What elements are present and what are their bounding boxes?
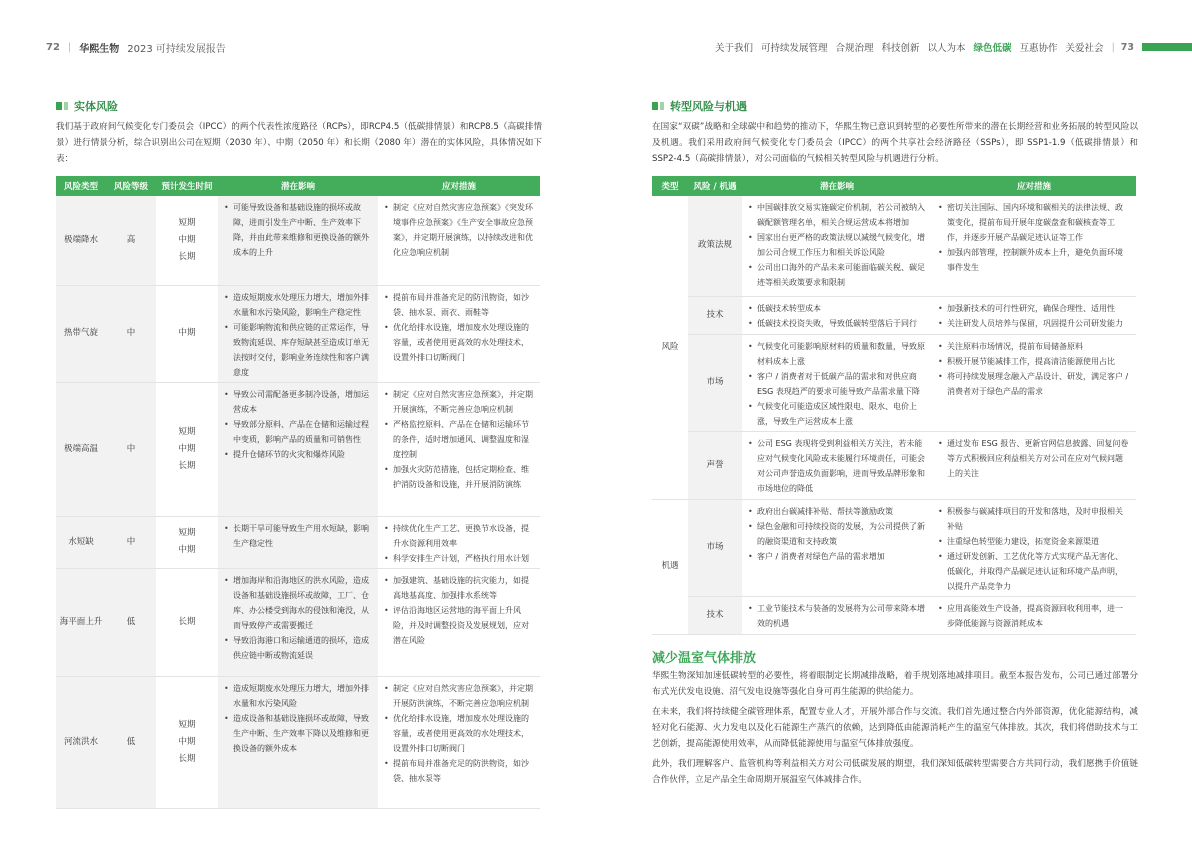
measure-cell bbox=[932, 334, 1136, 431]
table-row bbox=[56, 382, 540, 516]
nav-society[interactable]: 关爱社会 bbox=[1065, 43, 1104, 54]
list-item: • 积极参与碳减排项目的开发和落地，及时申报相关补贴 bbox=[938, 504, 1130, 534]
list-item: • 国家出台更严格的政策法规以减缓气候变化，增加公司合规工作压力和相关诉讼风险 bbox=[748, 230, 926, 260]
risk-time-cell: 短期 中期 bbox=[156, 516, 218, 568]
col-header-risk-level: 风险等级 bbox=[106, 176, 156, 196]
sub-type-cell: 政策法规 bbox=[688, 196, 742, 296]
table-row bbox=[652, 596, 1136, 634]
list-item: • 制定《应对自然灾害应急预案》，并定期开展防洪演练，不断完善应急响应机制 bbox=[384, 681, 534, 711]
table-row bbox=[56, 196, 540, 285]
risk-type-cell: 极端降水 bbox=[56, 196, 106, 285]
list-item: • 评估沿海地区运营地的海平面上升风险，并及时调整投资及发展规划，应对潜在风险 bbox=[384, 603, 534, 648]
section-marker-icon bbox=[652, 102, 664, 110]
risk-level-cell: 低 bbox=[106, 568, 156, 676]
table-row bbox=[652, 334, 1136, 431]
list-item: • 提升仓储环节的火灾和爆炸风险 bbox=[224, 447, 372, 462]
impact-cell bbox=[218, 285, 378, 382]
risk-type-cell: 水短缺 bbox=[56, 516, 106, 568]
list-item: • 低碳技术转型成本 bbox=[748, 301, 926, 316]
list-item: • 气候变化可能造成区域性限电、限水、电价上涨，导致生产运营成本上涨 bbox=[748, 399, 926, 429]
physical-risk-heading: 实体风险 bbox=[56, 98, 118, 114]
nav-green-low-carbon[interactable]: 绿色低碳 bbox=[973, 43, 1012, 54]
physical-risk-intro: 我们基于政府间气候变化专门委员会（IPCC）的两个代表性浓度路径（RCPs），即RCP4.5（低碳排情景）和RCP8.5（高碳排情景）进行情景分析，综合识别出公司在短期（2030 年）、中期（2050 年）和长期（2080 年）潜在的实体风险，具体情况如下表： bbox=[56, 122, 542, 164]
list-item: • 气候变化可能影响原材料的质量和数量，导致原材料成本上涨 bbox=[748, 339, 926, 369]
list-item: • 造成短期废水处理压力增大，增加外排水量和水污染风险，影响生产稳定性 bbox=[224, 290, 372, 320]
list-item: • 密切关注国际、国内环境和碳相关的法律法规、政策变化，提前布局开展年度碳盘查和碳核查等工作，并逐步开展产品碳足迹认证等工作 bbox=[938, 200, 1130, 245]
transition-risk-intro: 在国家“双碳”战略和全球碳中和趋势的推动下，华熙生物已意识到转型的必要性所带来的潜在长期经营和业务拓展的转型风险以及机遇。我们采用政府间气候变化专门委员会（IPCC）的两个共享社会经济路径（SSPs），即 SSP1-1.9（低碳排情景）和 SSP2-4.5（高碳排情景），对公司面临的气候相关转型风险与机遇进行分析。 bbox=[652, 122, 1138, 164]
sub-type-cell: 技术 bbox=[688, 296, 742, 334]
col-header-response-measures: 应对措施 bbox=[378, 176, 540, 196]
left-page-number: 72 bbox=[46, 42, 60, 53]
table-row bbox=[56, 568, 540, 676]
brand-name: 华熙生物 bbox=[79, 44, 120, 55]
list-item: • 中国碳排放交易实施碳定价机制，若公司被纳入碳配额管理名单，相关合规运营成本将增加 bbox=[748, 200, 926, 230]
col-header-risk-type: 风险类型 bbox=[56, 176, 106, 196]
risk-time-cell: 短期 中期 长期 bbox=[156, 676, 218, 808]
left-page-header bbox=[46, 40, 226, 55]
section-marker-icon bbox=[56, 102, 68, 110]
list-item: • 导致沿海港口和运输通道的损坏，造成供应链中断或物流延误 bbox=[224, 633, 372, 663]
list-item: • 制定《应对自然灾害应急预案》，并定期开展演练，不断完善应急响应机制 bbox=[384, 387, 534, 417]
report-title: 2023 可持续发展报告 bbox=[127, 44, 226, 55]
col-header-potential-impact: 潜在影响 bbox=[742, 176, 932, 196]
table-row bbox=[652, 431, 1136, 499]
list-item: • 通过研发创新、工艺优化等方式实现产品无害化、低碳化，并取得产品碳足迹认证和环境产品声明，以提升产品竞争力 bbox=[938, 549, 1130, 594]
col-header-expected-time: 预计发生时间 bbox=[156, 176, 218, 196]
list-item: • 制定《应对自然灾害应急预案》《突发环境事件应急预案》《生产安全事故应急预案》，并定期开展演练，以持续改进和优化应急响应机制 bbox=[384, 200, 534, 260]
list-item: • 低碳技术投资失败，导致低碳转型落后于同行 bbox=[748, 316, 926, 331]
table-row bbox=[56, 516, 540, 568]
list-item: • 应用高能效生产设备，提高资源回收利用率，进一步降低能源与资源消耗成本 bbox=[938, 601, 1130, 631]
list-item: • 造成设备和基础设施损坏或故障，导致生产中断、生产效率下降以及维修和更换设备的额外成本 bbox=[224, 711, 372, 756]
measure-cell bbox=[378, 196, 540, 285]
impact-cell bbox=[742, 431, 932, 499]
list-item: • 加强新技术的可行性研究，确保合理性、适用性 bbox=[938, 301, 1130, 316]
impact-cell bbox=[742, 596, 932, 634]
header-separator: | bbox=[1111, 41, 1115, 53]
measure-cell bbox=[378, 285, 540, 382]
sub-type-cell: 市场 bbox=[688, 499, 742, 596]
accent-bar bbox=[1142, 43, 1192, 51]
list-item: • 关注原料市场情况，提前布局储备原料 bbox=[938, 339, 1130, 354]
impact-cell bbox=[218, 516, 378, 568]
measure-cell bbox=[378, 516, 540, 568]
list-item: • 绿色金融和可持续投资的发展，为公司提供了新的融资渠道和支持政策 bbox=[748, 519, 926, 549]
list-item: • 政府出台碳减排补贴、帮扶等激励政策 bbox=[748, 504, 926, 519]
table-row bbox=[652, 499, 1136, 596]
ghg-reduction-heading: 减少温室气体排放 bbox=[652, 651, 757, 666]
nav-people[interactable]: 以人为本 bbox=[927, 43, 966, 54]
col-header-risk-opportunity: 风险 / 机遇 bbox=[688, 176, 742, 196]
risk-level-cell: 中 bbox=[106, 285, 156, 382]
measure-cell bbox=[378, 382, 540, 516]
list-item: • 可能影响物流和供应链的正常运作，导致物流延误、库存短缺甚至造成订单无法按时交付，影响业务连续性和客户满意度 bbox=[224, 320, 372, 380]
list-item: • 优化给排水设施，增加废水处理设施的容量，或者使用更高效的水处理技术，设置外排口切断阀门 bbox=[384, 711, 534, 756]
nav-compliance[interactable]: 合规治理 bbox=[835, 43, 874, 54]
list-item: • 公司出口海外的产品未来可能面临碳关税、碳足迹等相关政策要求和限制 bbox=[748, 260, 926, 290]
col-header-response-measures: 应对措施 bbox=[932, 176, 1136, 196]
chapter-nav bbox=[715, 40, 1192, 54]
table-row bbox=[56, 676, 540, 808]
list-item: • 造成短期废水处理压力增大，增加外排水量和水污染风险 bbox=[224, 681, 372, 711]
impact-cell bbox=[218, 676, 378, 808]
group-type-cell: 机遇 bbox=[652, 499, 688, 634]
list-item: • 优化给排水设施，增加废水处理设施的容量，或者使用更高效的水处理技术，设置外排口切断阀门 bbox=[384, 320, 534, 365]
ghg-paragraph-3: 此外，我们理解客户、监管机构等利益相关方对公司低碳发展的期望，我们深知低碳转型需要合方共同行动，我们愿携手价值链合作伙伴，立足产品全生命周期开展温室气体减排合作。 bbox=[652, 759, 1138, 785]
measure-cell bbox=[932, 296, 1136, 334]
ghg-paragraph-1: 华熙生物深知加速低碳转型的必要性，将着眼制定长期减排战略，着手规划落地减排项目。截至本报告发布，公司已通过部署分布式光伏发电设施、沼气发电设施等强化自身可再生能源的供给能力。 bbox=[652, 671, 1138, 697]
list-item: • 积极开展节能减排工作，提高清洁能源使用占比 bbox=[938, 354, 1130, 369]
list-item: • 注重绿色转型能力建设，拓宽资金来源渠道 bbox=[938, 534, 1130, 549]
risk-type-cell: 河流洪水 bbox=[56, 676, 106, 808]
measure-cell bbox=[378, 568, 540, 676]
list-item: • 长期干旱可能导致生产用水短缺，影响生产稳定性 bbox=[224, 521, 372, 551]
risk-level-cell: 中 bbox=[106, 516, 156, 568]
measure-cell bbox=[378, 676, 540, 808]
list-item: • 公司 ESG 表现将受到利益相关方关注，若未能应对气候变化风险或未能履行环境责任，可能会对公司声誉造成负面影响，进而导致品牌形象和市场地位的降低 bbox=[748, 436, 926, 496]
measure-cell bbox=[932, 596, 1136, 634]
list-item: • 客户 / 消费者对绿色产品的需求增加 bbox=[748, 549, 926, 564]
right-page-number: 73 bbox=[1120, 41, 1134, 53]
impact-cell bbox=[742, 499, 932, 596]
list-item: • 工业节能技术与装备的发展将为公司带来降本增效的机遇 bbox=[748, 601, 926, 631]
impact-cell bbox=[742, 334, 932, 431]
col-header-type: 类型 bbox=[652, 176, 688, 196]
sub-type-cell: 市场 bbox=[688, 334, 742, 431]
physical-risk-table bbox=[56, 176, 540, 809]
header-separator: | bbox=[67, 42, 72, 53]
nav-innovation[interactable]: 科技创新 bbox=[881, 43, 920, 54]
transition-risk-heading: 转型风险与机遇 bbox=[652, 98, 747, 114]
sub-type-cell: 声誉 bbox=[688, 431, 742, 499]
table-row bbox=[652, 296, 1136, 334]
list-item: • 科学安排生产计划，严格执行用水计划 bbox=[384, 551, 534, 566]
list-item: • 持续优化生产工艺、更换节水设备，提升水资源利用效率 bbox=[384, 521, 534, 551]
list-item: • 通过发布 ESG 报告、更新官网信息披露、回复问卷等方式积极回应利益相关方对公司在应对气候问题上的关注 bbox=[938, 436, 1130, 481]
measure-cell bbox=[932, 431, 1136, 499]
list-item: • 导致公司需配备更多制冷设备，增加运营成本 bbox=[224, 387, 372, 417]
risk-level-cell: 中 bbox=[106, 382, 156, 516]
impact-cell bbox=[742, 196, 932, 296]
risk-time-cell: 短期 中期 长期 bbox=[156, 382, 218, 516]
nav-collaboration[interactable]: 互惠协作 bbox=[1019, 43, 1058, 54]
measure-cell bbox=[932, 196, 1136, 296]
list-item: • 关注研发人员培养与保留，巩固提升公司研发能力 bbox=[938, 316, 1130, 331]
risk-type-cell: 海平面上升 bbox=[56, 568, 106, 676]
list-item: • 提前布局并准备充足的防洪物资，如沙袋、抽水泵等 bbox=[384, 756, 534, 786]
risk-type-cell: 热带气旋 bbox=[56, 285, 106, 382]
risk-time-cell: 长期 bbox=[156, 568, 218, 676]
list-item: • 可能导致设备和基础设施的损坏或故障，进而引发生产中断、生产效率下降，并由此带来维修和更换设备的额外成本的上升 bbox=[224, 200, 372, 260]
table-row bbox=[56, 285, 540, 382]
transition-risk-table bbox=[652, 176, 1136, 635]
list-item: • 增加海岸和沿海地区的洪水风险，造成设备和基础设施损坏或故障，工厂、仓库、办公楼受到海水的侵蚀和淹没，从而导致停产或需要搬迁 bbox=[224, 573, 372, 633]
risk-time-cell: 短期 中期 长期 bbox=[156, 196, 218, 285]
list-item: • 加强火灾防范措施，包括定期检查、维护消防设备和设施，并开展消防演练 bbox=[384, 462, 534, 492]
list-item: • 加强内部管理，控制额外成本上升，避免负面环境事件发生 bbox=[938, 245, 1130, 275]
risk-level-cell: 高 bbox=[106, 196, 156, 285]
list-item: • 加强建筑、基础设施的抗灾能力，如提高地基高度、加强排水系统等 bbox=[384, 573, 534, 603]
list-item: • 提前布局并准备充足的防汛物资，如沙袋、抽水泵、雨衣、雨鞋等 bbox=[384, 290, 534, 320]
group-type-cell: 风险 bbox=[652, 196, 688, 499]
impact-cell bbox=[218, 382, 378, 516]
risk-time-cell: 中期 bbox=[156, 285, 218, 382]
list-item: • 导致部分原料、产品在仓储和运输过程中变质，影响产品的质量和可销售性 bbox=[224, 417, 372, 447]
table-row bbox=[652, 196, 1136, 296]
sub-type-cell: 技术 bbox=[688, 596, 742, 634]
impact-cell bbox=[218, 568, 378, 676]
nav-sustainability-management[interactable]: 可持续发展管理 bbox=[760, 43, 828, 54]
nav-about[interactable]: 关于我们 bbox=[714, 43, 753, 54]
list-item: • 将可持续发展理念融入产品设计、研发，满足客户 / 消费者对于绿色产品的需求 bbox=[938, 369, 1130, 399]
risk-level-cell: 低 bbox=[106, 676, 156, 808]
risk-type-cell: 极端高温 bbox=[56, 382, 106, 516]
impact-cell bbox=[742, 296, 932, 334]
list-item: • 严格监控原料、产品在仓储和运输环节的条件，适时增加通风、调整温度和湿度控制 bbox=[384, 417, 534, 462]
col-header-potential-impact: 潜在影响 bbox=[218, 176, 378, 196]
impact-cell bbox=[218, 196, 378, 285]
list-item: • 客户 / 消费者对于低碳产品的需求和对供应商 ESG 表现趋严的要求可能导致产品需求量下降 bbox=[748, 369, 926, 399]
ghg-paragraph-2: 在未来，我们将持续健全碳管理体系，配置专业人才，开展外部合作与交流。我们首先通过整合内外部资源，优化能源结构，减轻对化石能源、火力发电以及化石能源生产蒸汽的依赖，达到降低由能源消耗产生的温室气体排放。其次，我们将借助技术与工艺创新，提高能源使用效率，从而降低能源使用与温室气体排放强度。 bbox=[652, 707, 1138, 749]
measure-cell bbox=[932, 499, 1136, 596]
